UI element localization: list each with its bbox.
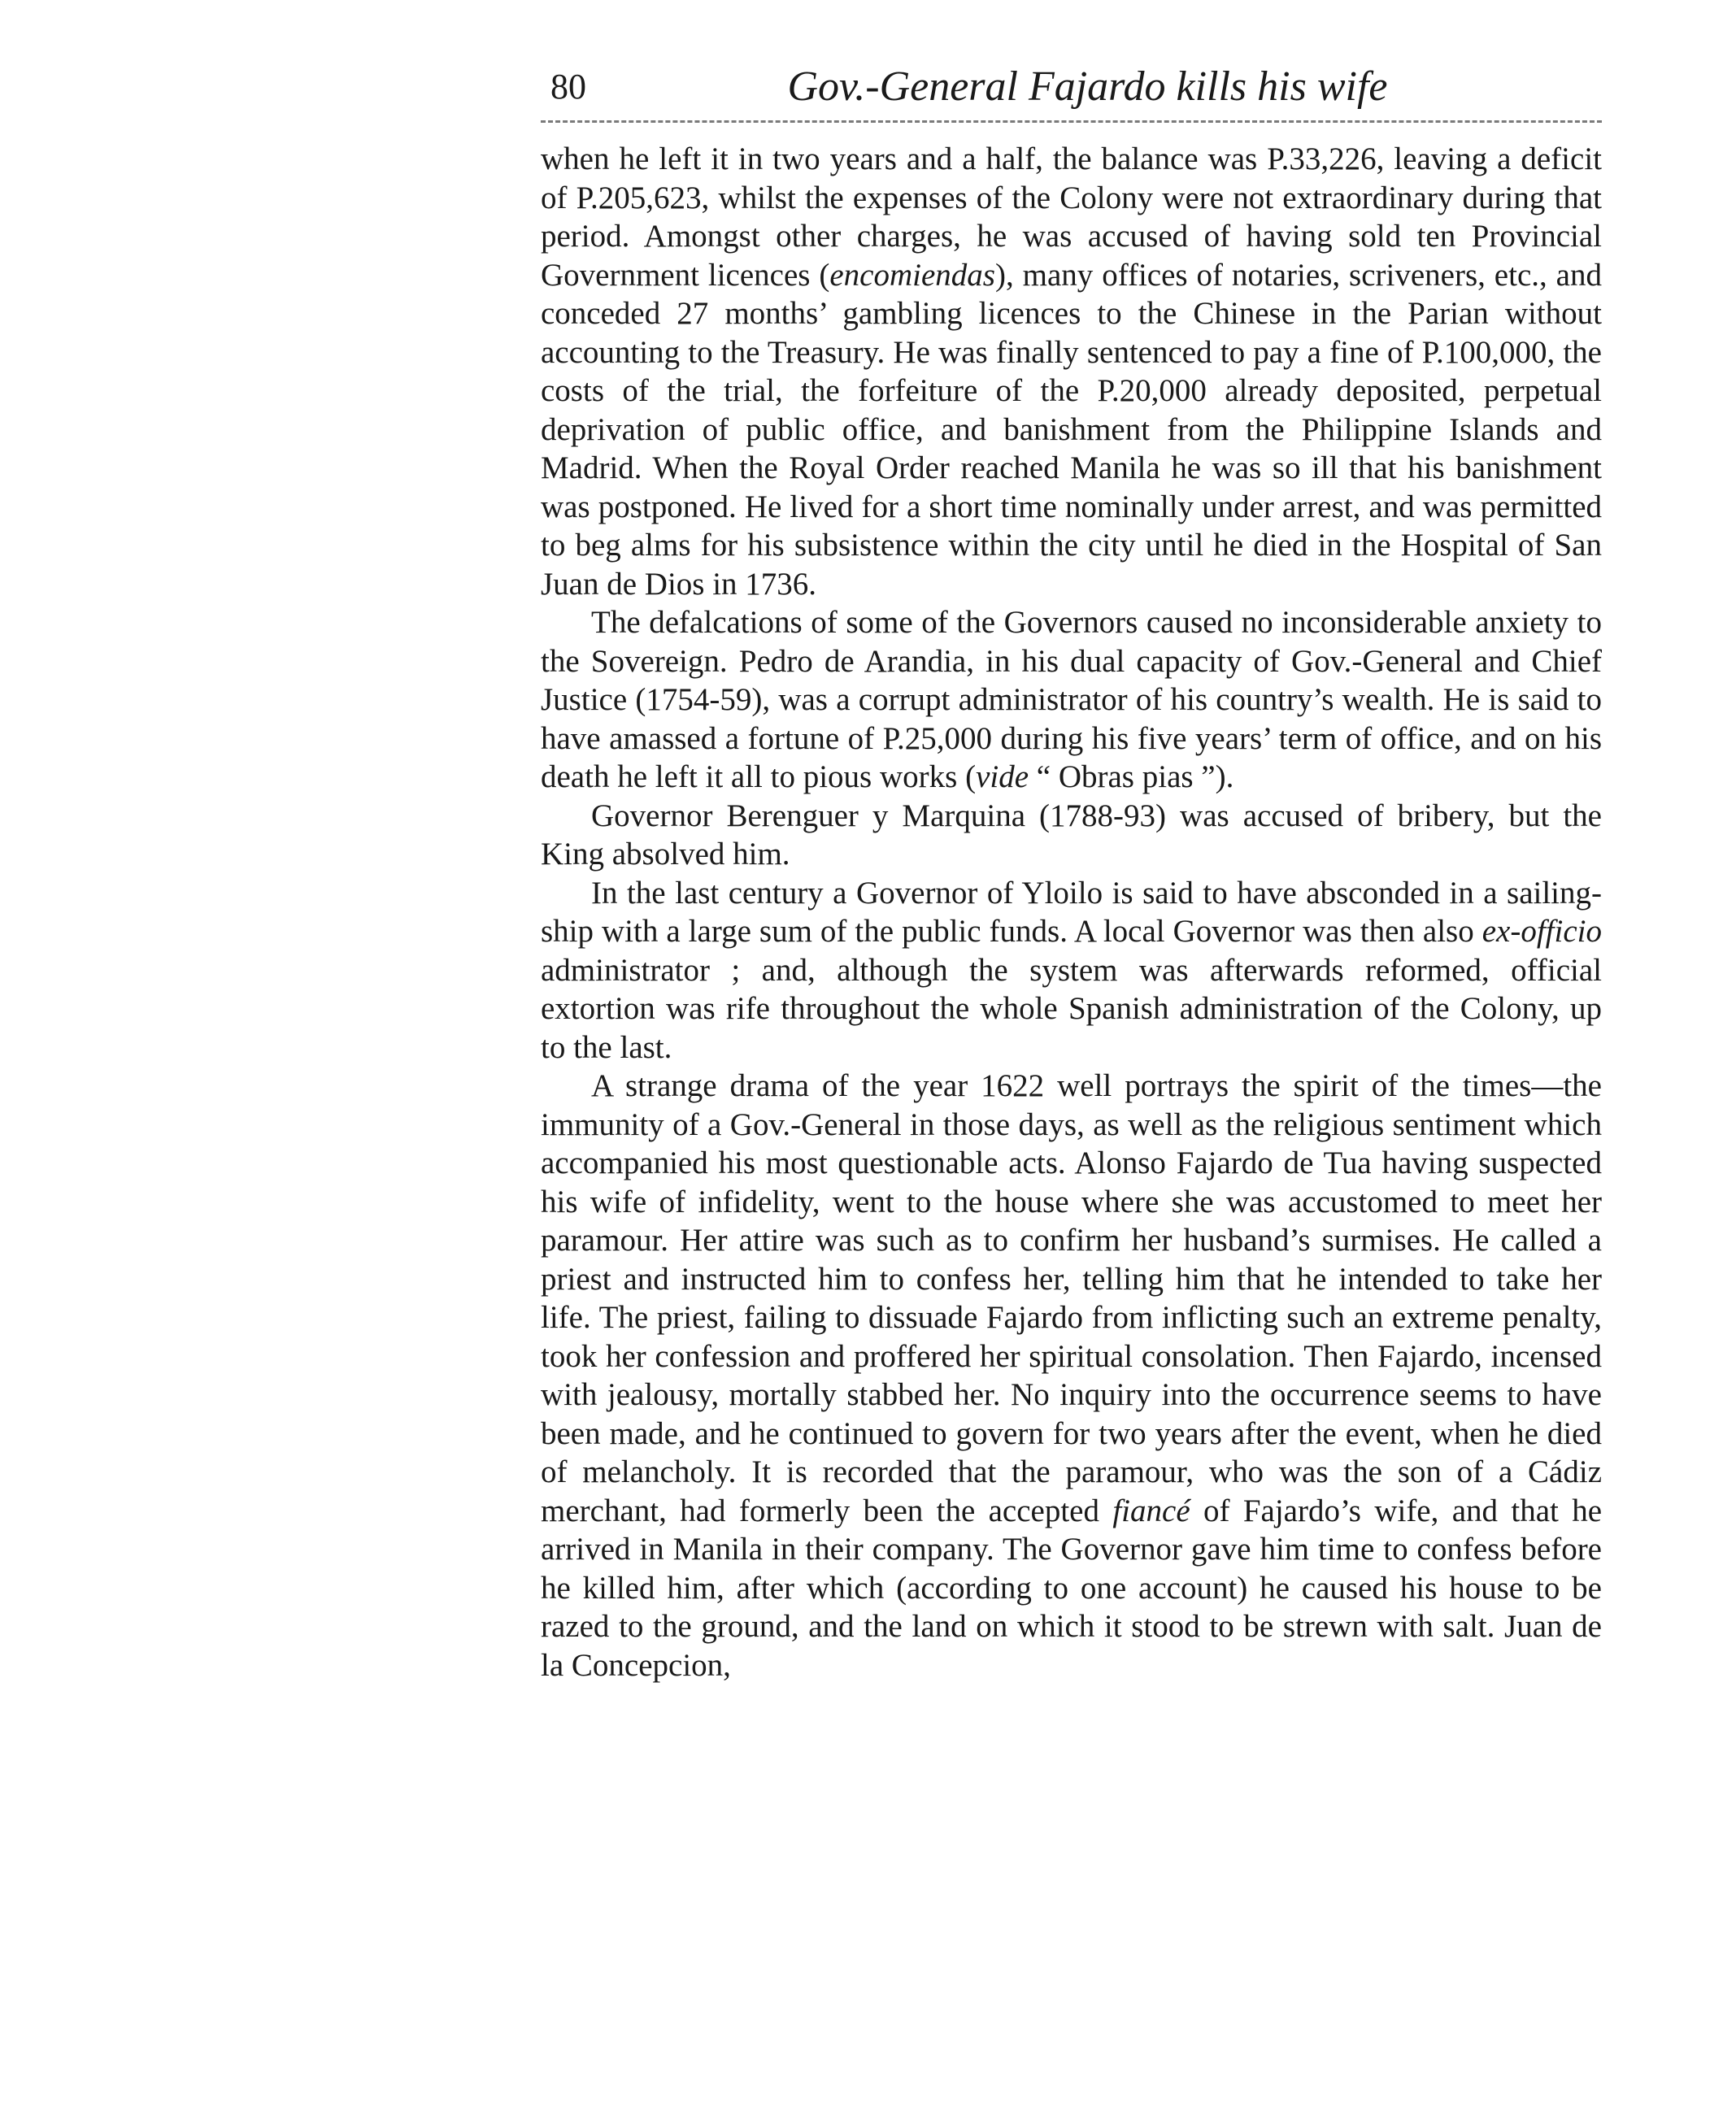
italic-term: fiancé	[1112, 1493, 1190, 1528]
page-header	[541, 59, 1602, 115]
text-run: In the last century a Governor of Yloilo is said to have absconded in a sailing-ship with a large sum of the public funds. A local Governor was then also	[541, 875, 1602, 949]
italic-term: ex-officio	[1481, 914, 1602, 949]
header-rule	[541, 120, 1602, 123]
page-number: 80	[550, 67, 586, 107]
running-title: Gov.-General Fajardo kills his wife	[787, 63, 1388, 110]
paragraph	[541, 1067, 1602, 1685]
paragraph	[541, 874, 1602, 1067]
text-run: administrator ; and, although the system was afterwards reformed, official extortion was rife throughout the whole Spanish administration of the Colony, up to the last.	[541, 952, 1602, 1065]
text-run: of Fajardo’s wife, and that he arrived in Manila in their company. The Governor gave him time to confess before he killed him, after which (according to one account) he caused his house to be razed to the ground, and the land on which it stood to be strewn with salt. Juan de la Concepcion,	[541, 1493, 1603, 1683]
text-run: “ Obras pias ”).	[1029, 759, 1234, 794]
paragraph	[541, 797, 1602, 874]
italic-term: vide	[976, 759, 1029, 794]
text-run: when he left it in two years and a half, the balance was P.33,226, leaving a deficit of P.205,623, whilst the expenses of the Colony were not extraordinary during that period. Amongst other charges, he was accused of having sold ten Provincial Government licences (	[541, 141, 1602, 293]
paragraph	[541, 140, 1602, 603]
text-run: Governor Berenguer y Marquina (1788-93) was accused of bribery, but the King absolved him.	[541, 798, 1602, 872]
text-run: ), many offices of notaries, scriveners, etc., and conceded 27 months’ gambling licences to the Chinese in the Parian without accounting to the Treasury. He was finally sentenced to pay a fine of P.100,000, the costs of the trial, the forfeiture of the P.20,000 already deposited, perpetual deprivation of public office, and banishment from the Philippine Islands and Madrid. When the Royal Order reached Manila he was so ill that his banishment was postponed. He lived for a short time nominally under arrest, and was permitted to beg alms for his subsistence within the city until he died in the Hospital of San Juan de Dios in 1736.	[541, 257, 1602, 602]
paragraph	[541, 603, 1602, 797]
body-text	[541, 140, 1602, 1685]
italic-term: encomiendas	[829, 257, 995, 293]
text-run: The defalcations of some of the Governors caused no inconsiderable anxiety to the Sovereign. Pedro de Arandia, in his dual capacity of Gov.-General and Chief Justice (1754-59), was a corrupt administrator of his country’s wealth. He is said to have amassed a fortune of P.25,000 during his five years’ term of office, and on his death he left it all to pious works (	[541, 605, 1602, 794]
text-run: A strange drama of the year 1622 well portrays the spirit of the times—the immunity of a Gov.-General in those days, as well as the religious sentiment which accompanied his most questionable acts. Alonso Fajardo de Tua having suspected his wife of infidelity, went to the house where she was accustomed to meet her paramour. Her attire was such as to confirm her husband’s surmises. He called a priest and instructed him to confess her, telling him that he intended to take her life. The priest, failing to dissuade Fajardo from inflicting such an extreme penalty, took her confession and proffered her spiritual consolation. Then Fajardo, incensed with jealousy, mortally stabbed her. No inquiry into the occurrence seems to have been made, and he continued to govern for two years after the event, when he died of melancholy. It is recorded that the paramour, who was the son of a Cádiz merchant, had formerly been the accepted	[541, 1068, 1602, 1528]
